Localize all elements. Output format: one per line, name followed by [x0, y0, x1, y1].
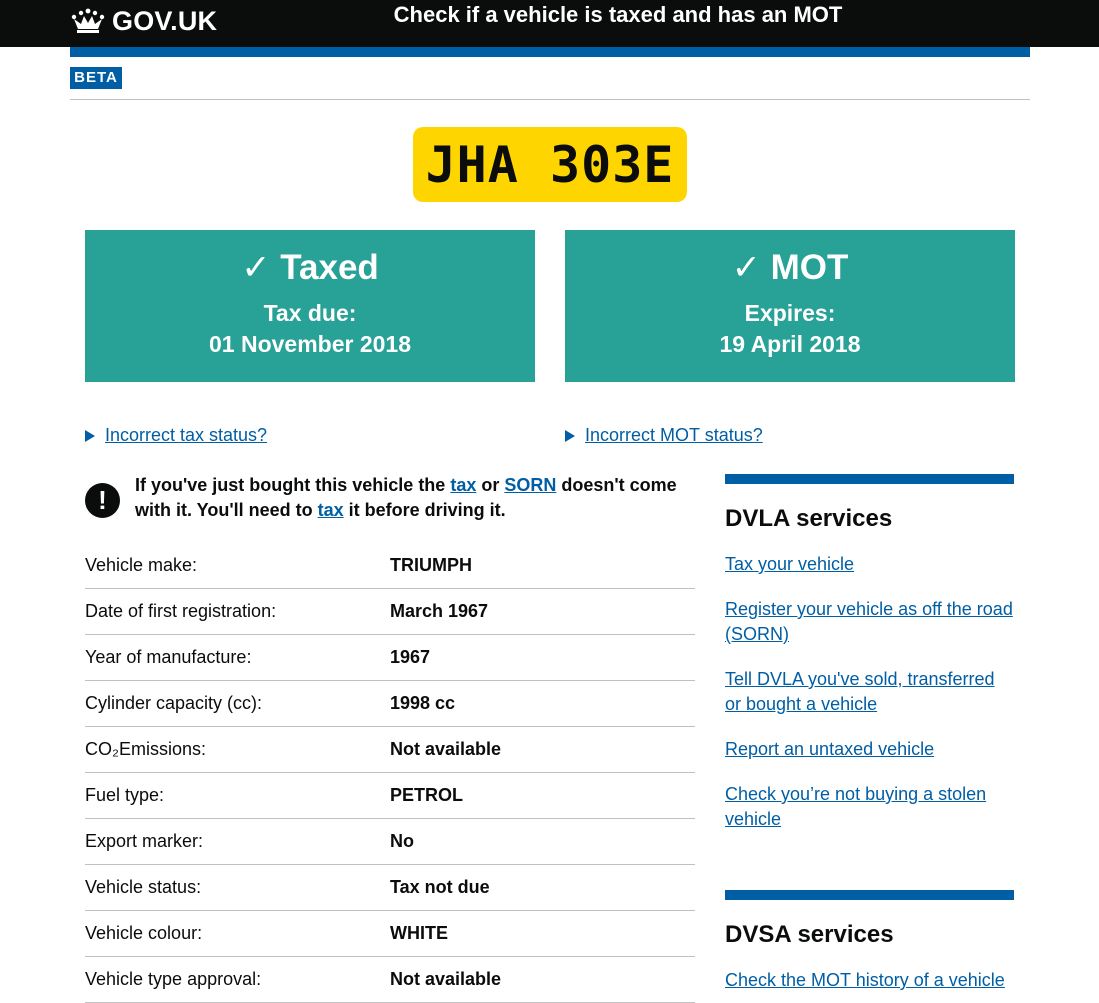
- dvla-services-section: [725, 474, 1014, 832]
- registration-plate: JHA 303E: [413, 127, 687, 202]
- check-stolen-link[interactable]: Check you’re not buying a stolen vehicle: [725, 784, 987, 829]
- detail-label: Cylinder capacity (cc):: [85, 681, 390, 727]
- crown-icon: [70, 7, 106, 35]
- detail-label: Export marker:: [85, 819, 390, 865]
- table-row: [85, 635, 695, 681]
- disclosure-triangle-icon: [565, 430, 575, 442]
- table-row: [85, 681, 695, 727]
- section-top-bar: [725, 474, 1014, 484]
- warning-text-part: If you've just bought this vehicle the: [135, 475, 451, 495]
- table-row: [85, 727, 695, 773]
- detail-value: WHITE: [390, 911, 695, 957]
- table-row: [85, 911, 695, 957]
- warning-text-part: or: [476, 475, 505, 495]
- dvsa-services-section: [725, 890, 1014, 993]
- tax-status-panel: [85, 230, 535, 382]
- detail-value: No: [390, 819, 695, 865]
- detail-label: Vehicle type approval:: [85, 957, 390, 1003]
- report-untaxed-link[interactable]: Report an untaxed vehicle: [725, 739, 935, 759]
- logo-text: GOV.UK: [112, 5, 218, 36]
- tell-dvla-sold-link[interactable]: Tell DVLA you've sold, transferred or bought a vehicle: [725, 669, 995, 714]
- dvla-services-title: DVLA services: [725, 505, 893, 532]
- phase-banner: [70, 57, 1030, 100]
- table-row: [85, 957, 695, 1003]
- table-row: [85, 865, 695, 911]
- tax-link-2[interactable]: tax: [317, 500, 344, 520]
- detail-label: Date of first registration:: [85, 589, 390, 635]
- sorn-link[interactable]: SORN: [504, 475, 557, 495]
- table-row: [85, 773, 695, 819]
- detail-value: Tax not due: [390, 865, 695, 911]
- tax-status-title: ✓ Taxed: [241, 248, 379, 287]
- tax-your-vehicle-link[interactable]: Tax your vehicle: [725, 554, 855, 574]
- beta-tag: BETA: [70, 67, 122, 89]
- site-header: [0, 0, 1099, 47]
- incorrect-tax-status-link[interactable]: Incorrect tax status?: [105, 425, 268, 445]
- tax-due-date: 01 November 2018: [208, 331, 411, 357]
- mot-expires-label: Expires:: [744, 300, 836, 326]
- detail-value: 1998 cc: [390, 681, 695, 727]
- table-row: [85, 819, 695, 865]
- detail-value: 1967: [390, 635, 695, 681]
- warning-text-part: doesn't come with it. You'll need to: [135, 475, 677, 520]
- tax-link[interactable]: tax: [450, 475, 477, 495]
- table-row: [85, 589, 695, 635]
- detail-value: Not available: [390, 957, 695, 1003]
- incorrect-mot-status-link[interactable]: Incorrect MOT status?: [585, 425, 763, 445]
- incorrect-tax-status-toggle[interactable]: [85, 425, 267, 446]
- detail-label: Year of manufacture:: [85, 635, 390, 681]
- mot-history-link[interactable]: Check the MOT history of a vehicle: [725, 970, 1005, 990]
- header-blue-bar: [70, 47, 1030, 57]
- mot-status-panel: [565, 230, 1015, 382]
- detail-value: Not available: [390, 727, 695, 773]
- warning-text: [135, 473, 695, 523]
- disclosure-triangle-icon: [85, 430, 95, 442]
- mot-expiry-date: 19 April 2018: [719, 331, 861, 357]
- detail-value: March 1967: [390, 589, 695, 635]
- detail-label: Vehicle status:: [85, 865, 390, 911]
- detail-label: Fuel type:: [85, 773, 390, 819]
- table-row: [85, 543, 695, 589]
- section-top-bar: [725, 890, 1014, 900]
- vehicle-details-table: [85, 543, 695, 1003]
- incorrect-mot-status-toggle[interactable]: [565, 425, 763, 446]
- detail-label: Vehicle make:: [85, 543, 390, 589]
- exclamation-icon: !: [85, 483, 120, 518]
- service-name[interactable]: Check if a vehicle is taxed and has an MOT: [393, 2, 843, 27]
- mot-status-title: ✓ MOT: [731, 248, 849, 287]
- detail-value: TRIUMPH: [390, 543, 695, 589]
- detail-label: CO₂Emissions:: [85, 727, 390, 773]
- tax-due-label: Tax due:: [263, 300, 357, 326]
- detail-label: Vehicle colour:: [85, 911, 390, 957]
- govuk-logo-link[interactable]: [70, 4, 217, 38]
- dvsa-services-title: DVSA services: [725, 921, 894, 948]
- warning-text-part: it before driving it.: [343, 500, 506, 520]
- sorn-register-link[interactable]: Register your vehicle as off the road (SORN): [725, 599, 1013, 644]
- detail-value: PETROL: [390, 773, 695, 819]
